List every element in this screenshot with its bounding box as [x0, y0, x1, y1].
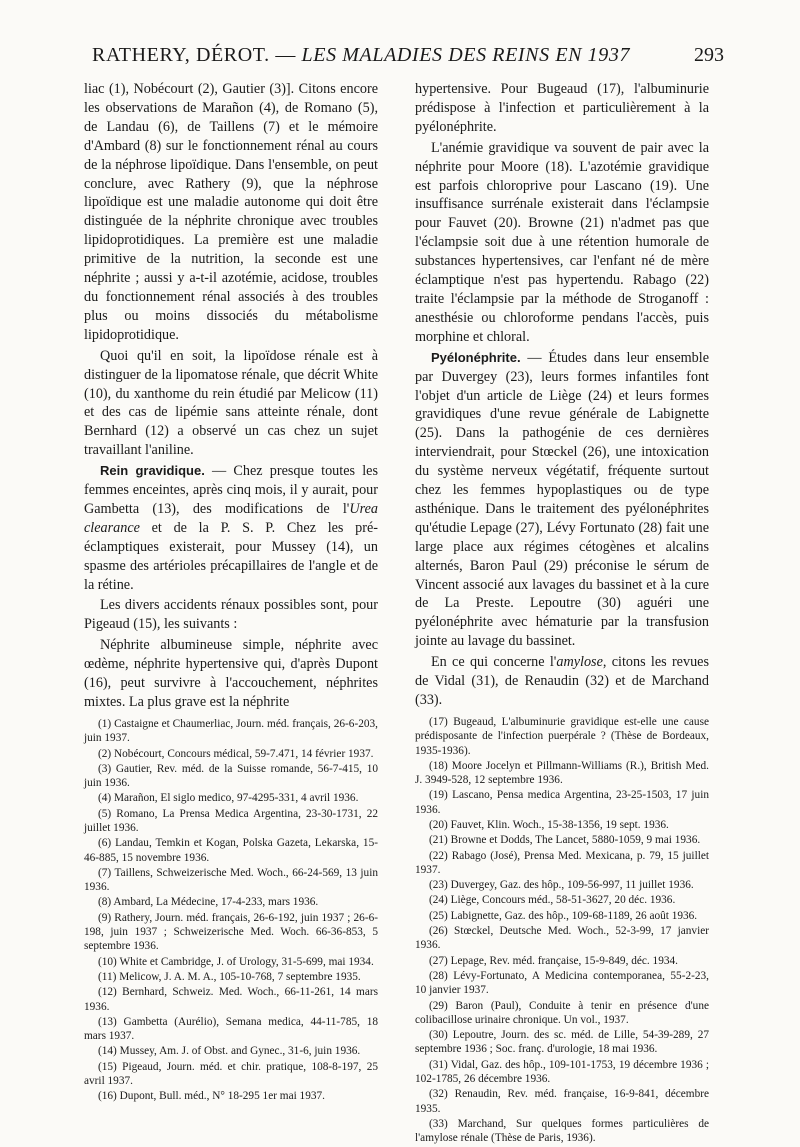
footnote: (17) Bugeaud, L'albuminurie gravidique est-elle une cause prédisposante de l'infection puerpérale ? (Thèse de Bordeaux, 1935-1936). — [415, 715, 709, 757]
amylose-text-italic: amylose — [556, 654, 603, 671]
paragraph-hypertensive: hypertensive. Pour Bugeaud (17), l'albuminurie prédispose à l'infection et particulièrement à la pyélonéphrite. — [415, 81, 709, 135]
paragraph-anemie: L'anémie gravidique va souvent de pair avec la néphrite pour Moore (18). L'azotémie gravidique est parfois chloroprive pour Lascano (19). Une insuffisance surrénale existerait dans l'éclampsie pour Fauvet (20). Browne (21) n'admet pas que l'éclampsie soit due à une rétention humorale de substances hypertensives, car l'enfant né de mère éclamptique n'est pas hypertendu. Rabago (22) traite l'éclampsie par la méthode de Stroganoff : anesthésie ou chloroforme pendans l'accès, puis morphine et chloral. — [415, 139, 709, 345]
footnote: (19) Lascano, Pensa medica Argentina, 23-25-1503, 17 juin 1936. — [415, 789, 709, 816]
footnote: (20) Fauvet, Klin. Woch., 15-38-1356, 19 sept. 1936. — [429, 818, 669, 831]
footnote: (7) Taillens, Schweizerische Med. Woch., 66-24-569, 13 juin 1936. — [84, 866, 378, 894]
footnote: (10) White et Cambridge, J. of Urology, 31-5-699, mai 1934. — [98, 955, 374, 968]
right-body-text — [415, 80, 709, 710]
footnote: (32) Renaudin, Rev. méd. française, 16-9-841, décembre 1935. — [415, 1088, 709, 1115]
footnote: (4) Marañon, El siglo medico, 97-4295-331, 4 avril 1936. — [98, 792, 359, 805]
footnote: (24) Liège, Concours méd., 58-51-3627, 20 déc. 1936. — [429, 894, 676, 907]
left-column — [84, 80, 378, 1105]
paragraph-nephrose: liac (1), Nobécourt (2), Gautier (3)]. Citons encore les observations de Marañon (4), de Romano (5), de Landau (6), de Taillens (7) et le mémoire d'Ambard (8) sur le fonctionnement rénal au cours de la néphrose lipoïdique. Dans l'ensemble, on peut conclure, avec Rathery (9), que la néphrose lipoïdique est une maladie autonome qui doit être distinguée de la néphrite chronique avec troubles lipidoprotidiques. La première est une maladie primitive de la nutrition, la seconde est une néphrite ; aussi y a-t-il azotémie, acidose, troubles du fonctionnement rénal associés à des troubles plus ou moins dissociés du métabolisme lipidoprotidique. — [84, 81, 378, 343]
footnote: (14) Mussey, Am. J. of Obst. and Gynec., 31-6, juin 1936. — [98, 1045, 361, 1058]
footnote: (29) Baron (Paul), Conduite à tenir en présence d'une colibacillose urinaire chronique. Un vol., 1937. — [415, 999, 709, 1026]
footnote: (16) Dupont, Bull. méd., N° 18-295 1er mai 1937. — [98, 1090, 325, 1103]
header-dash: — — [269, 44, 302, 66]
section-heading-rein-gravidique: Rein gravidique. — [100, 463, 205, 479]
footnote: (28) Lévy-Fortunato, A Medicina contemporanea, 55-2-23, 10 janvier 1937. — [415, 969, 709, 997]
header-authors: RATHERY, DÉROT. — [92, 44, 270, 66]
section-heading-pyelonephrite: Pyélonéphrite. — [431, 349, 521, 365]
footnote: (5) Romano, La Prensa Medica Argentina, 23-30-1731, 22 juillet 1936. — [84, 807, 378, 834]
footnote: (6) Landau, Temkin et Kogan, Polska Gazeta, Lekarska, 15-46-885, 15 novembre 1936. — [84, 837, 378, 864]
paragraph-rein-gravidique — [84, 462, 378, 594]
pyelo-text: — Études dans leur ensemble par Duvergey (23), leurs formes infantiles font l'objet d'un article de Liège (24) et leurs formes gravidiques d'une revue générale de Labignette (25). Dans la pathogénie de ces dernières interviendrait, pour Stœckel (26), une intoxication du système nerveux végétatif, fréquente surtout chez les femmes hypoplastiques ou de type asthénique. Dans le traitement des pyélonéphrites qu'étudie Lepage (27), Lévy Fortunato (28) fait une large place aux régimes cétogènes et alcalins alternés, Baron Paul (29) préconise le sérum de Vincent associé aux lavages du bassinet et à la cure de La Preste. Lepoutre (30) aguéri une pyélonéphrite avec hématurie par la transfusion jointe au lavage du bassinet. — [415, 349, 709, 650]
paragraph-nephrite: Néphrite albumineuse simple, néphrite avec œdème, néphrite hypertensive qui, d'après Dupont (16), peut survivre à l'accouchement, néphrites mixtes. La plus grave est la néphrite — [84, 637, 378, 710]
footnote: (11) Melicow, J. A. M. A., 105-10-768, 7 septembre 1935. — [98, 970, 361, 983]
footnote: (12) Bernhard, Schweiz. Med. Woch., 66-11-261, 14 mars 1936. — [84, 986, 378, 1013]
footnote: (27) Lepage, Rev. méd. française, 15-9-849, déc. 1934. — [429, 954, 678, 967]
footnote: (22) Rabago (José), Prensa Med. Mexicana, p. 79, 15 juillet 1937. — [415, 849, 709, 876]
footnote: (18) Moore Jocelyn et Pillmann-Williams (R.), British Med. J. 3949-528, 12 septembre 1936. — [415, 759, 709, 787]
left-body-text — [84, 80, 378, 712]
right-footnotes — [415, 715, 709, 1146]
running-head — [92, 44, 630, 67]
page-number: 293 — [694, 44, 724, 66]
footnote: (1) Castaigne et Chaumerliac, Journ. méd. français, 26-6-203, juin 1937. — [84, 717, 378, 745]
footnote: (23) Duvergey, Gaz. des hôp., 109-56-997, 11 juillet 1936. — [429, 879, 694, 892]
rein-text-2: et de la P. S. P. Chez les pré-éclamptiques existerait, pour Mussey (14), un spasme des artérioles précapillaires de l'angle et de la rétine. — [84, 519, 378, 593]
rein-text-1: — Chez presque toutes les femmes enceintes, après cinq mois, il y aurait, pour Gambetta (13), des modifications de l' — [84, 463, 379, 517]
amylose-text-2: , citons les revues de Vidal (31), de Renaudin (32) et de Marchand (33). — [415, 654, 709, 708]
footnote: (9) Rathery, Journ. méd. français, 26-6-192, juin 1937 ; 26-6-198, juin 1937 ; Schweizerische Med. Woch. 66-36-853, 5 septembre 1936. — [84, 911, 378, 953]
page-header — [92, 44, 724, 74]
footnote: (8) Ambard, La Médecine, 17-4-233, mars 1936. — [98, 896, 319, 909]
left-footnotes — [84, 717, 378, 1104]
paragraph-pyelonephrite — [415, 349, 709, 652]
footnote: (2) Nobécourt, Concours médical, 59-7.471, 14 février 1937. — [98, 747, 374, 760]
footnote: (31) Vidal, Gaz. des hôp., 109-101-1753, 19 décembre 1936 ; 102-1785, 26 décembre 1936. — [415, 1058, 709, 1086]
paragraph-lipoidose: Quoi qu'il en soit, la lipoïdose rénale est à distinguer de la lipomatose rénale, que décrit White (10), du xanthome du rein étudié par Melicow (11) et des cas de lipémie sans atteinte rénale, dont Bernhard (12) a observé un cas chez un sujet travaillant l'aniline. — [84, 347, 378, 459]
header-title: LES MALADIES DES REINS EN 1937 — [301, 44, 631, 66]
footnote: (26) Stœckel, Deutsche Med. Woch., 52-3-99, 17 janvier 1936. — [415, 925, 709, 952]
footnote: (3) Gautier, Rev. méd. de la Suisse romande, 56-7-415, 10 juin 1936. — [84, 762, 378, 790]
footnote: (30) Lepoutre, Journ. des sc. méd. de Lille, 54-39-289, 27 septembre 1936 ; Soc. franç. d'urologie, 18 mai 1936. — [415, 1029, 709, 1056]
paragraph-accidents: Les divers accidents rénaux possibles sont, pour Pigeaud (15), les suivants : — [84, 597, 378, 633]
right-column — [415, 80, 709, 1147]
footnote: (33) Marchand, Sur quelques formes particulières de l'amylose rénale (Thèse de Paris, 1936). — [415, 1117, 709, 1145]
footnote: (13) Gambetta (Aurélio), Semana medica, 44-11-785, 18 mars 1937. — [84, 1015, 378, 1043]
amylose-text-1: En ce qui concerne l' — [431, 654, 557, 671]
footnote: (21) Browne et Dodds, The Lancet, 5880-1059, 9 mai 1936. — [429, 834, 701, 847]
paragraph-amylose — [415, 653, 709, 710]
footnote: (15) Pigeaud, Journ. méd. et chir. pratique, 108-8-197, 25 avril 1937. — [84, 1060, 378, 1088]
footnote: (25) Labignette, Gaz. des hôp., 109-68-1189, 26 août 1936. — [429, 909, 698, 922]
rein-text-italic: Urea clearance — [84, 500, 378, 536]
